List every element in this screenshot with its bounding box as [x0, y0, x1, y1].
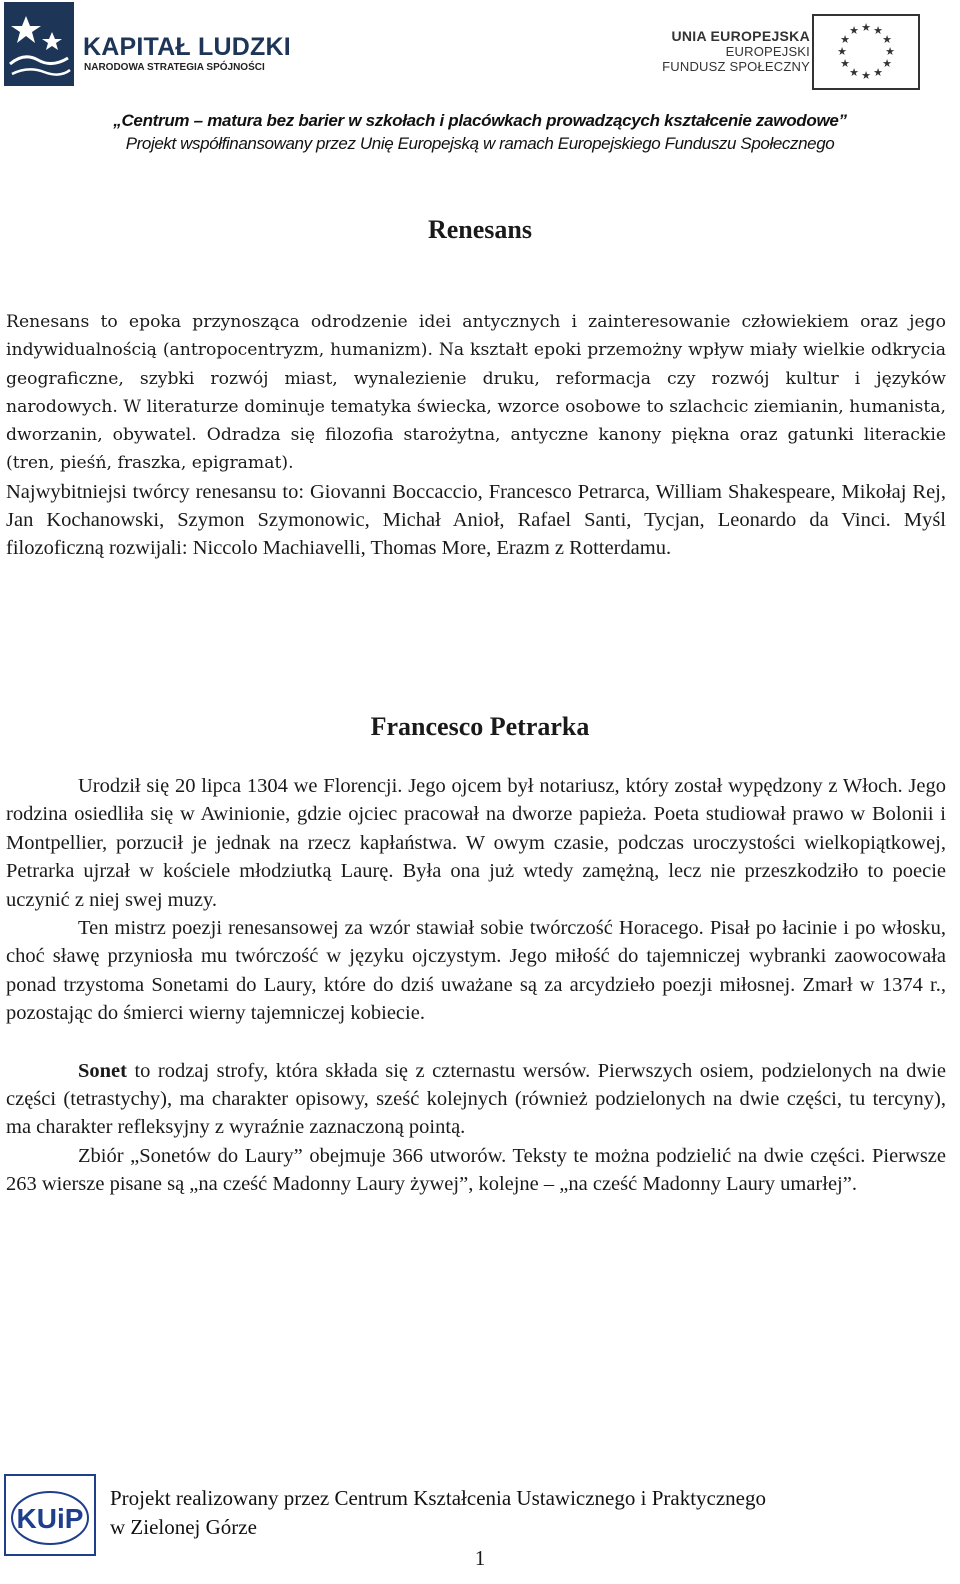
- eu-text: [660, 28, 810, 74]
- renesans-paragraph-1: Renesans to epoka przynosząca odrodzenie idei antycznych i zainteresowanie człowiekiem oraz jego indywidualnością (antropocentryzm, humanizm). Na kształt epoki przemożny wpływ miały wielkie odkrycia geograficzne, szybki rozwój miast, wynalezienie druku, reformacja czy rozwój kultur i języków narodowych. W literaturze dominuje tematyka świecka, wzorce osobowe to szlachcic ziemianin, humanista, dworzanin, obywatel. Odradza się filozofia starożytna, antyczne kanony piękna oraz gatunki literackie (tren, pieśń, fraszka, epigramat).: [6, 312, 946, 474]
- renesans-paragraph-2: Najwybitniejsi twórcy renesansu to: Giovanni Boccaccio, Francesco Petrarca, William Shakespeare, Mikołaj Rej, Jan Kochanowski, Szymon Szymonowic, Michał Anioł, Rafael Santi, Tycjan, Leonardo da Vinci. Myśl filozoficzną rozwijali: Niccolo Machiavelli, Thomas More, Erazm z Rotterdamu.: [6, 480, 946, 560]
- svg-text:★: ★: [861, 21, 871, 34]
- svg-text:★: ★: [837, 45, 847, 58]
- svg-text:★: ★: [873, 24, 883, 37]
- kuip-logo-text: KUiP: [16, 1503, 84, 1534]
- svg-text:★: ★: [882, 57, 892, 70]
- eu-line-2: EUROPEJSKI: [725, 44, 810, 59]
- kapital-ludzki-emblem-icon: [4, 2, 74, 86]
- footer-project-note: [110, 1484, 766, 1542]
- svg-text:★: ★: [873, 66, 883, 79]
- section-petrarka: [6, 772, 946, 1199]
- project-title: „Centrum – matura bez barier w szkołach i placówkach prowadzących kształcenie zawodowe”: [113, 111, 847, 130]
- eu-line-3: FUNDUSZ SPOŁECZNY: [662, 59, 810, 74]
- svg-text:★: ★: [849, 24, 859, 37]
- svg-text:★: ★: [861, 69, 871, 82]
- svg-text:★: ★: [840, 33, 850, 46]
- sonet-paragraph: [6, 1057, 946, 1142]
- kuip-logo: [4, 1474, 96, 1556]
- page-number: 1: [474, 1546, 486, 1570]
- eu-flag-icon: [812, 14, 920, 90]
- section-renesans: [6, 308, 946, 563]
- sonet-definition: to rodzaj strofy, która składa się z czternastu wersów. Pierwszych osiem, podzielonych na dwie części (tetrastychy), ma charakter opisowy, sześć kolejnych (również podzielonych na dwie części, tu tercyny), ma charakter refleksyjny z wyraźnie zaznaczoną pointą.: [6, 1059, 946, 1139]
- heading-renesans: Renesans: [427, 215, 532, 244]
- kapital-ludzki-logo: [4, 2, 294, 86]
- petrarka-paragraph-2: Ten mistrz poezji renesansowej za wzór stawiał sobie twórczość Horacego. Pisał po łacinie i po włosku, choć sławę przyniosła mu twórczość w języku ojczystym. Jego miłość do tajemniczej wybranki zaowocowała ponad trzystoma Sonetami do Laury, które do dziś uważane są za arcydzieło poezji miłosnej. Zmarł w 1374 r., pozostając do śmierci wierny tajemniczej kobiecie.: [6, 917, 946, 1025]
- eu-logo: [660, 14, 955, 94]
- svg-text:★: ★: [849, 66, 859, 79]
- svg-text:★: ★: [882, 33, 892, 46]
- petrarka-paragraph-1: Urodził się 20 lipca 1304 we Florencji. Jego ojcem był notariusz, który został wypędzony z Włoch. Jego rodzina osiedliła się w Awinionie, gdzie ojciec pracował na dworze papieża. Poeta studiował prawo w Bolonii i Montpellier, porzucił je jednak na rzecz kapłaństwa. W owym czasie, podczas uroczystości wielkopiątkowej, Petrarka ujrzał w kościele młodziutką Laurę. Była ona już wtedy zamężną, lecz nie przeszkodziło to poecie uczynić z niej swej muzy.: [6, 775, 946, 911]
- sonet-term: Sonet: [78, 1059, 127, 1082]
- kapital-ludzki-subtitle: NARODOWA STRATEGIA SPÓJNOŚCI: [84, 62, 265, 73]
- svg-text:★: ★: [840, 57, 850, 70]
- eu-line-1: UNIA EUROPEJSKA: [671, 28, 810, 44]
- project-header: [0, 111, 960, 154]
- project-cofinance-note: Projekt współfinansowany przez Unię Europejską w ramach Europejskiego Funduszu Społecznego: [125, 134, 835, 153]
- footer-line-2: w Zielonej Górze: [110, 1515, 257, 1539]
- footer-line-1: Projekt realizowany przez Centrum Kształcenia Ustawicznego i Praktycznego: [110, 1486, 766, 1510]
- svg-text:★: ★: [885, 45, 895, 58]
- petrarka-paragraph-4: Zbiór „Sonetów do Laury” obejmuje 366 utworów. Teksty te można podzielić na dwie części. Pierwsze 263 wiersze pisane są „na cześć Madonny Laury żywej”, kolejne – „na cześć Madonny Laury umarłej”.: [6, 1144, 946, 1196]
- heading-petrarka: Francesco Petrarka: [370, 712, 590, 741]
- kapital-ludzki-title: KAPITAŁ LUDZKI: [83, 33, 291, 61]
